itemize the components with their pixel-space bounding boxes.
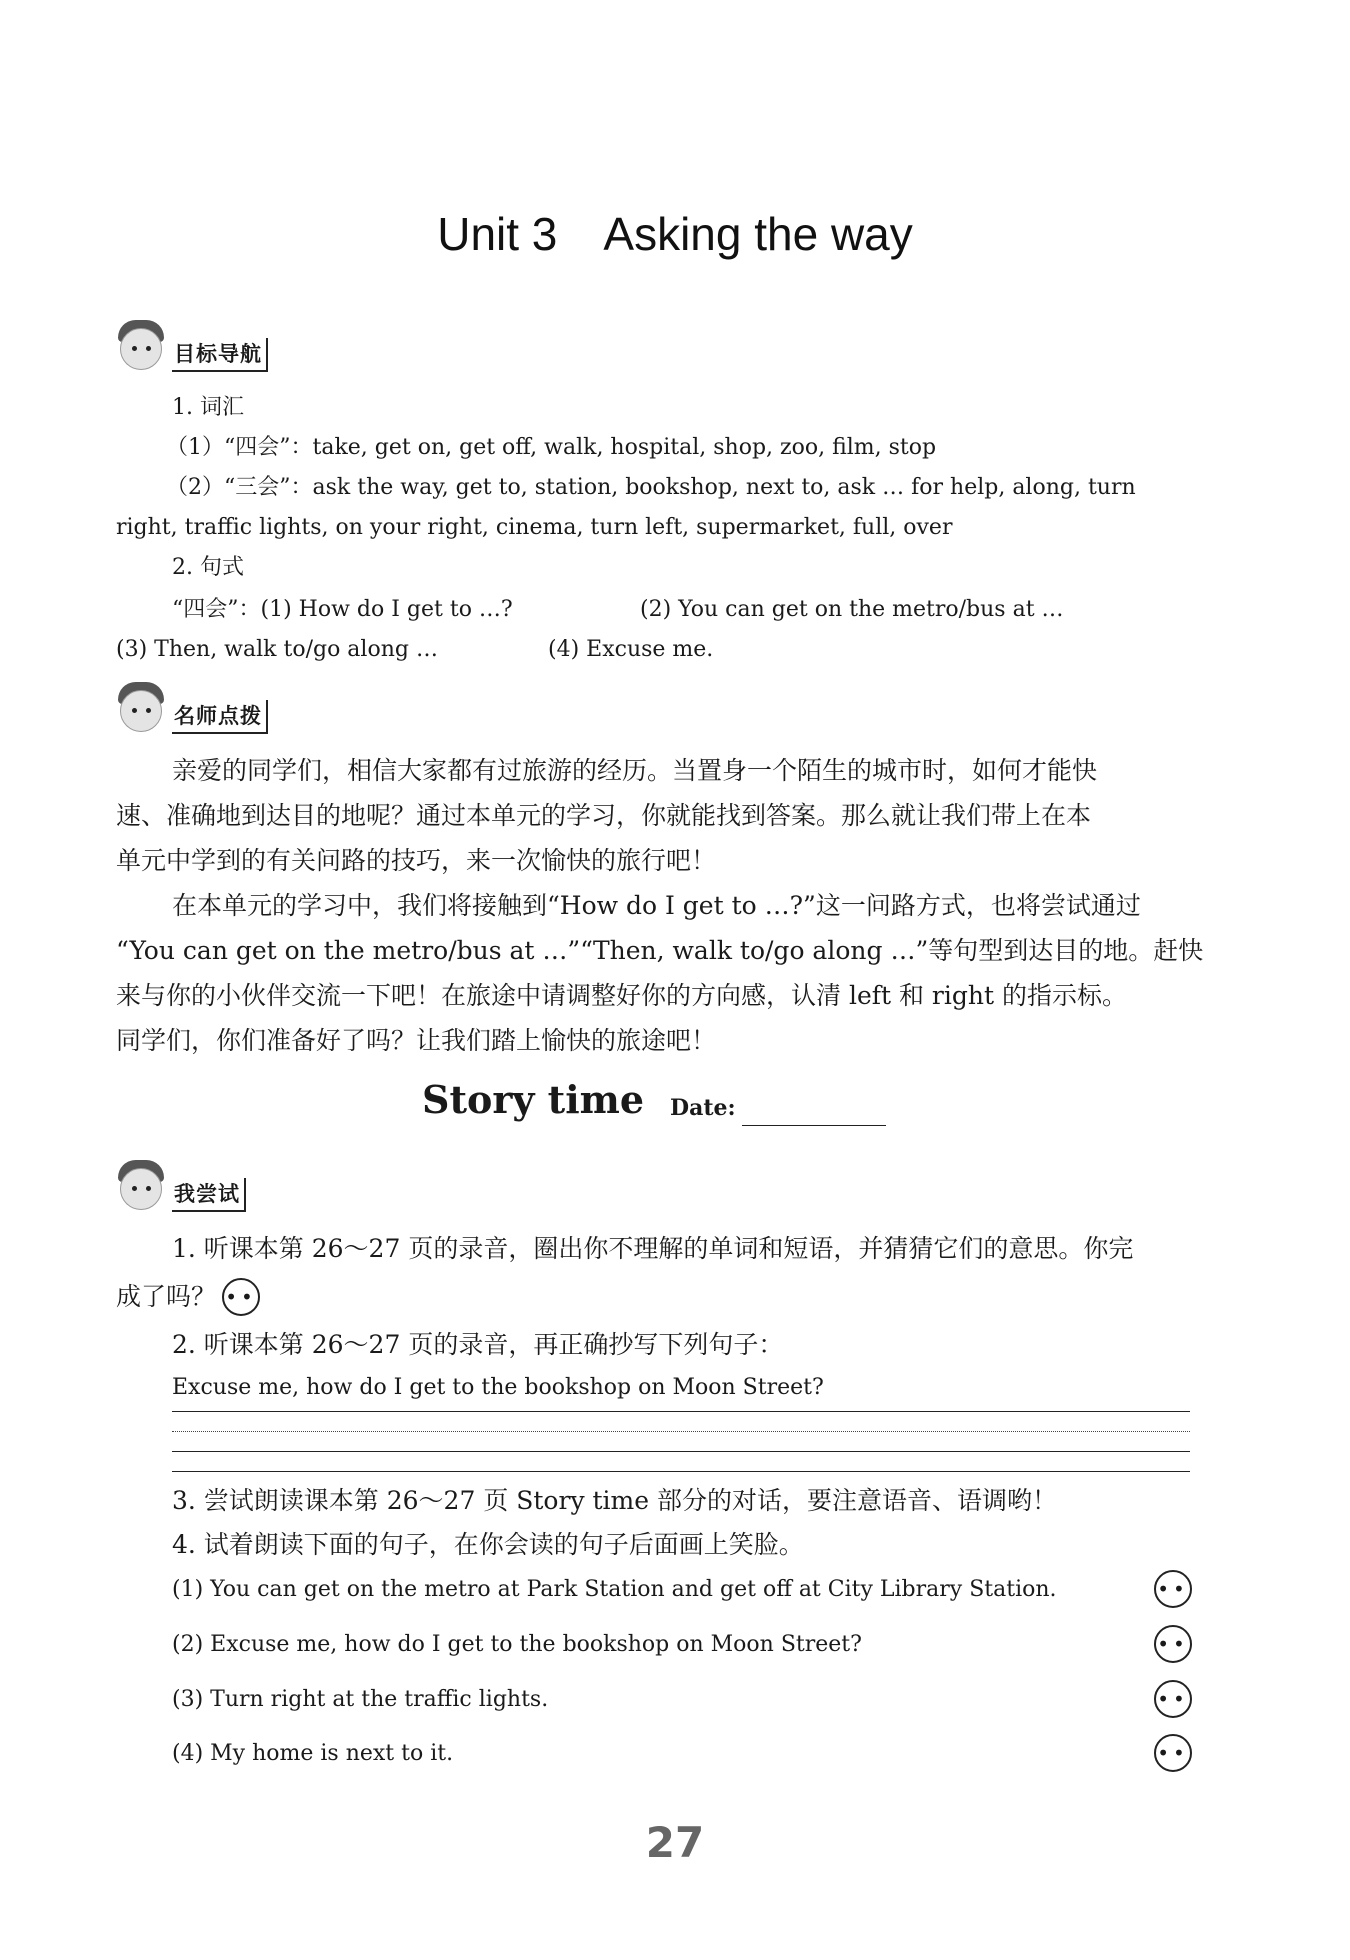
page-title: Unit 3 Asking the way — [437, 208, 913, 260]
question-line: 4. 试着朗读下面的句子，在你会读的句子后面画上笑脸。 — [172, 1530, 804, 1559]
section-header-try — [114, 1158, 246, 1212]
paragraph-line: 来与你的小伙伴交流一下吧！在旅途中请调整好你的方向感，认清 left 和 right 的指示标。 — [116, 981, 1127, 1010]
pattern-heading: 2. 句式 — [172, 555, 244, 580]
pattern-line: (4) Excuse me. — [548, 637, 714, 662]
vocab-line: （1）“四会”：take, get on, get off, walk, hospital, shop, zoo, film, stop — [166, 435, 937, 460]
date-label: Date: — [670, 1095, 736, 1121]
paragraph-line: 单元中学到的有关问路的技巧，来一次愉快的旅行吧！ — [116, 846, 717, 875]
paragraph-line: 速、准确地到达目的地呢？通过本单元的学习，你就能找到答案。那么就让我们带上在本 — [116, 801, 1092, 830]
story-time-heading: Story time — [422, 1077, 645, 1122]
pattern-line: (2) You can get on the metro/bus at … — [640, 597, 1064, 622]
question-line: 1. 听课本第 26～27 页的录音，圈出你不理解的单词和短语，并猜猜它们的意思。你完 — [172, 1234, 1134, 1263]
girl-mascot-icon — [114, 680, 172, 734]
section-label: 名师点拨 — [172, 700, 268, 734]
pattern-line: “四会”：(1) How do I get to …? — [172, 597, 513, 622]
section-header-teacher-tips — [114, 680, 268, 734]
section-header-goals — [114, 318, 268, 372]
section-label: 我尝试 — [172, 1178, 246, 1212]
writing-line[interactable] — [172, 1431, 1190, 1432]
girl-mascot-icon — [114, 1158, 172, 1212]
copy-sentence: Excuse me, how do I get to the bookshop on Moon Street? — [172, 1375, 824, 1400]
smiley-face-icon[interactable]: •• — [1154, 1680, 1192, 1718]
paragraph-line: 亲爱的同学们，相信大家都有过旅游的经历。当置身一个陌生的城市时，如何才能快 — [172, 756, 1098, 785]
page-number: 27 — [645, 1818, 705, 1867]
question-line: 2. 听课本第 26～27 页的录音，再正确抄写下列句子： — [172, 1330, 784, 1359]
section-label: 目标导航 — [172, 338, 268, 372]
read-sentence-item: (2) Excuse me, how do I get to the bookshop on Moon Street? — [172, 1632, 862, 1657]
paragraph-line: 同学们，你们准备好了吗？让我们踏上愉快的旅途吧！ — [116, 1026, 717, 1055]
smiley-face-icon[interactable]: •• — [1154, 1570, 1192, 1608]
vocab-line: （2）“三会”：ask the way, get to, station, bookshop, next to, ask … for help, along, turn — [166, 475, 1136, 500]
read-sentence-item: (3) Turn right at the traffic lights. — [172, 1687, 549, 1712]
writing-line[interactable] — [172, 1411, 1190, 1412]
read-sentence-item: (1) You can get on the metro at Park Station and get off at City Library Station. — [172, 1577, 1057, 1602]
pattern-line: (3) Then, walk to/go along … — [116, 637, 438, 662]
girl-mascot-icon — [114, 318, 172, 372]
paragraph-line: 在本单元的学习中，我们将接触到“How do I get to …?”这一问路方式，也将尝试通过 — [172, 891, 1141, 920]
smiley-face-icon[interactable]: •• — [1154, 1734, 1192, 1772]
question-line: 3. 尝试朗读课本第 26～27 页 Story time 部分的对话，要注意语音、语调哟！ — [172, 1486, 1057, 1515]
writing-line[interactable] — [172, 1451, 1190, 1452]
writing-line[interactable] — [172, 1471, 1190, 1472]
smiley-face-icon[interactable]: •• — [222, 1278, 260, 1316]
date-blank[interactable] — [742, 1125, 886, 1126]
vocab-heading: 1. 词汇 — [172, 395, 244, 420]
read-sentence-item: (4) My home is next to it. — [172, 1741, 454, 1766]
vocab-line: right, traffic lights, on your right, cinema, turn left, supermarket, full, over — [116, 515, 953, 540]
question-line: 成了吗？ — [116, 1282, 217, 1311]
smiley-face-icon[interactable]: •• — [1154, 1625, 1192, 1663]
paragraph-line: “You can get on the metro/bus at …”“Then, walk to/go along …”等句型到达目的地。赶快 — [116, 936, 1204, 965]
